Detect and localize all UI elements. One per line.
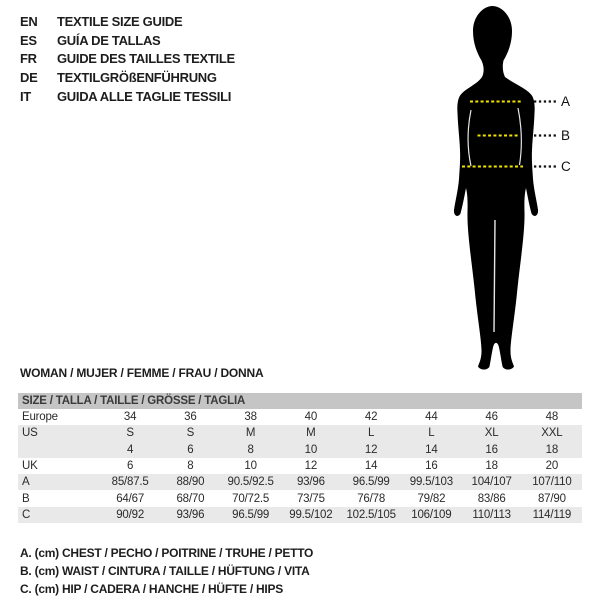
size-cell: 42 — [364, 411, 378, 424]
leg-separation — [494, 220, 495, 332]
size-cell: 107/110 — [532, 476, 572, 489]
size-cell: 34 — [123, 411, 137, 424]
size-cell: 10 — [304, 443, 318, 456]
measurement-legend — [20, 544, 313, 599]
size-cell: 85/87.5 — [111, 476, 149, 489]
size-row-label: UK — [22, 460, 38, 473]
language-label: TEXTILGRÖßENFÜHRUNG — [57, 70, 217, 86]
size-row — [18, 490, 582, 506]
size-cell: 64/67 — [116, 492, 145, 505]
size-cell: 46 — [485, 411, 498, 424]
size-cell: 96.5/99 — [352, 476, 390, 489]
legend-item: A. (cm) CHEST / PECHO / POITRINE / TRUHE / PETTO — [20, 546, 314, 561]
size-cell: 48 — [545, 411, 559, 424]
size-cell: 36 — [184, 411, 197, 424]
size-cell: 44 — [425, 411, 438, 424]
size-row — [18, 425, 582, 441]
size-cell: 14 — [364, 460, 378, 473]
language-label: TEXTILE SIZE GUIDE — [57, 13, 183, 29]
size-cell: 6 — [127, 460, 134, 473]
language-list — [20, 12, 235, 106]
size-cell: 99.5/102 — [289, 508, 333, 521]
language-row — [20, 50, 235, 69]
size-row-label — [18, 442, 100, 458]
marker-label-c: C — [561, 159, 571, 174]
size-row — [18, 458, 582, 474]
size-cell: 38 — [244, 411, 257, 424]
size-row-label: A — [22, 476, 30, 489]
size-cell: 68/70 — [176, 492, 205, 505]
language-label: GUIDA ALLE TAGLIE TESSILI — [57, 89, 232, 105]
size-cell: L — [368, 427, 375, 440]
language-code: DE — [20, 70, 38, 86]
language-label: GUÍA DE TALLAS — [57, 32, 161, 48]
size-row-label: C — [22, 508, 31, 521]
size-cell: 16 — [485, 443, 498, 456]
size-cell: 99.5/103 — [409, 476, 453, 489]
size-row — [18, 474, 582, 490]
size-cell: 102.5/105 — [346, 508, 396, 521]
size-cell: 6 — [187, 443, 194, 456]
language-code: FR — [20, 51, 37, 67]
size-cell: XL — [484, 427, 499, 440]
size-cell: 106/109 — [411, 508, 452, 521]
woman-silhouette-icon — [454, 6, 538, 370]
size-row — [18, 442, 582, 458]
size-cell: XXL — [541, 427, 563, 440]
size-cell: 93/96 — [176, 508, 205, 521]
size-cell: 114/119 — [532, 508, 572, 521]
language-code: ES — [20, 32, 37, 48]
size-cell: 12 — [364, 443, 378, 456]
measurement-figure — [420, 0, 600, 380]
marker-label-a: A — [561, 94, 571, 109]
size-cell: 20 — [545, 460, 559, 473]
size-row — [18, 409, 582, 425]
size-cell: 12 — [304, 460, 318, 473]
language-code: IT — [20, 89, 31, 105]
size-cell: 8 — [187, 460, 194, 473]
size-cell: M — [245, 427, 256, 440]
size-row-label: US — [22, 427, 38, 440]
size-cell: 93/96 — [296, 476, 325, 489]
language-row — [20, 31, 235, 50]
size-cell: 16 — [425, 460, 438, 473]
size-cell: 83/86 — [477, 492, 506, 505]
size-cell: 90.5/92.5 — [227, 476, 274, 489]
size-cell: 96.5/99 — [232, 508, 270, 521]
size-table-header: SIZE / TALLA / TAILLE / GRÖSSE / TAGLIA — [18, 393, 582, 409]
size-table — [18, 393, 582, 523]
language-code: EN — [20, 13, 38, 29]
section-title: WOMAN / MUJER / FEMME / FRAU / DONNA — [20, 366, 264, 380]
size-cell: 76/78 — [357, 492, 386, 505]
size-cell: 18 — [485, 460, 498, 473]
size-cell: 87/90 — [537, 492, 566, 505]
size-cell: 73/75 — [296, 492, 325, 505]
legend-item: C. (cm) HIP / CADERA / HANCHE / HÜFTE / HIPS — [20, 582, 284, 597]
size-row-label: Europe — [22, 411, 58, 424]
size-cell: 104/107 — [471, 476, 512, 489]
language-row — [20, 87, 235, 106]
size-cell: 70/72.5 — [232, 492, 270, 505]
size-cell: L — [428, 427, 435, 440]
size-row — [18, 507, 582, 523]
size-table-body — [18, 409, 582, 523]
size-cell: 79/82 — [417, 492, 446, 505]
size-row-label: B — [22, 492, 30, 505]
size-cell: 110/113 — [472, 508, 511, 521]
size-cell: 40 — [304, 411, 318, 424]
marker-label-b: B — [561, 128, 571, 143]
size-cell: M — [306, 427, 316, 440]
size-cell: S — [126, 427, 134, 440]
size-cell: S — [186, 427, 195, 440]
language-row — [20, 12, 235, 31]
size-cell: 18 — [545, 443, 559, 456]
size-cell: 4 — [127, 443, 134, 456]
language-row — [20, 68, 235, 87]
legend-item: B. (cm) WAIST / CINTURA / TAILLE / HÜFTUNG / VITA — [20, 564, 310, 579]
size-cell: 88/90 — [176, 476, 205, 489]
size-cell: 8 — [247, 443, 254, 456]
size-cell: 90/92 — [116, 508, 145, 521]
size-cell: 14 — [425, 443, 438, 456]
language-label: GUIDE DES TAILLES TEXTILE — [57, 51, 235, 67]
size-cell: 10 — [244, 460, 257, 473]
